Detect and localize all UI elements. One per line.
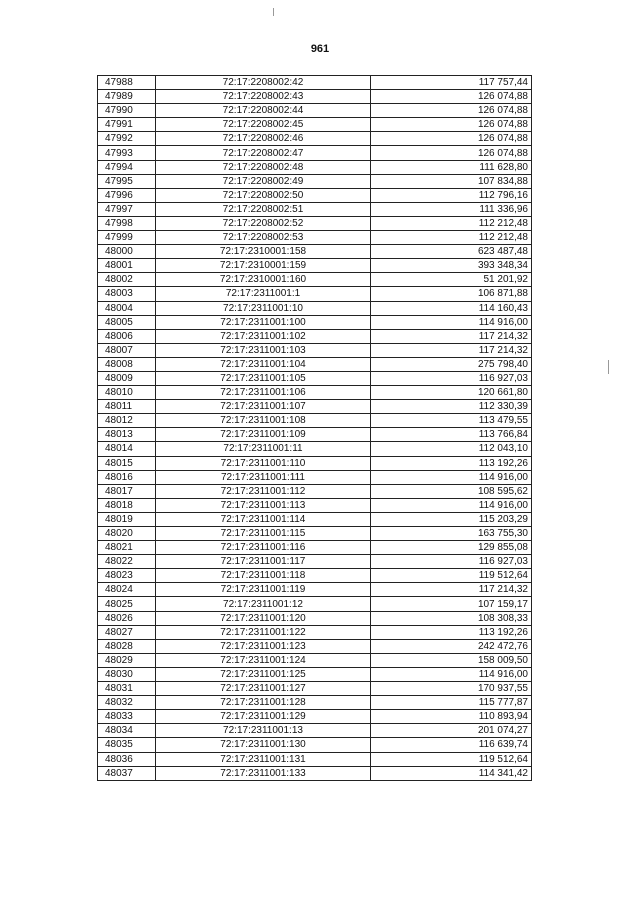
table-row <box>98 287 532 301</box>
value-cell: 110 893,94 <box>371 710 532 724</box>
row-number-cell: 48001 <box>98 259 156 273</box>
cadastral-number-cell: 72:17:2208002:49 <box>156 174 371 188</box>
table-row <box>98 442 532 456</box>
row-number-cell: 47997 <box>98 202 156 216</box>
row-number-cell: 48000 <box>98 245 156 259</box>
row-number-cell: 48030 <box>98 667 156 681</box>
table-row <box>98 90 532 104</box>
cadastral-number-cell: 72:17:2311001:127 <box>156 682 371 696</box>
table-row <box>98 428 532 442</box>
cadastral-number-cell: 72:17:2311001:128 <box>156 696 371 710</box>
table-row <box>98 400 532 414</box>
cadastral-number-cell: 72:17:2311001:113 <box>156 498 371 512</box>
row-number-cell: 48009 <box>98 371 156 385</box>
row-number-cell: 47995 <box>98 174 156 188</box>
row-number-cell: 48007 <box>98 343 156 357</box>
row-number-cell: 47998 <box>98 216 156 230</box>
row-number-cell: 47994 <box>98 160 156 174</box>
value-cell: 119 512,64 <box>371 752 532 766</box>
row-number-cell: 48035 <box>98 738 156 752</box>
cadastral-number-cell: 72:17:2311001:1 <box>156 287 371 301</box>
cadastral-number-cell: 72:17:2311001:110 <box>156 456 371 470</box>
cadastral-number-cell: 72:17:2208002:53 <box>156 231 371 245</box>
cadastral-number-cell: 72:17:2311001:105 <box>156 371 371 385</box>
value-cell: 111 628,80 <box>371 160 532 174</box>
cadastral-number-cell: 72:17:2311001:103 <box>156 343 371 357</box>
value-cell: 393 348,34 <box>371 259 532 273</box>
row-number-cell: 48006 <box>98 329 156 343</box>
table-row <box>98 470 532 484</box>
row-number-cell: 48014 <box>98 442 156 456</box>
cadastral-number-cell: 72:17:2311001:108 <box>156 414 371 428</box>
table-row <box>98 583 532 597</box>
table-row <box>98 682 532 696</box>
value-cell: 117 214,32 <box>371 583 532 597</box>
row-number-cell: 48010 <box>98 386 156 400</box>
value-cell: 126 074,88 <box>371 146 532 160</box>
cadastral-number-cell: 72:17:2310001:160 <box>156 273 371 287</box>
row-number-cell: 48024 <box>98 583 156 597</box>
cadastral-number-cell: 72:17:2208002:52 <box>156 216 371 230</box>
value-cell: 114 916,00 <box>371 470 532 484</box>
table-row <box>98 188 532 202</box>
row-number-cell: 48013 <box>98 428 156 442</box>
table-row <box>98 301 532 315</box>
cadastral-number-cell: 72:17:2208002:46 <box>156 132 371 146</box>
value-cell: 129 855,08 <box>371 541 532 555</box>
cadastral-number-cell: 72:17:2208002:51 <box>156 202 371 216</box>
table-row <box>98 484 532 498</box>
row-number-cell: 48034 <box>98 724 156 738</box>
cadastral-table-container <box>97 75 532 781</box>
row-number-cell: 48036 <box>98 752 156 766</box>
cadastral-number-cell: 72:17:2311001:107 <box>156 400 371 414</box>
row-number-cell: 47996 <box>98 188 156 202</box>
cadastral-number-cell: 72:17:2208002:47 <box>156 146 371 160</box>
row-number-cell: 48003 <box>98 287 156 301</box>
table-row <box>98 315 532 329</box>
value-cell: 201 074,27 <box>371 724 532 738</box>
table-row <box>98 555 532 569</box>
value-cell: 111 336,96 <box>371 202 532 216</box>
table-row <box>98 766 532 780</box>
cadastral-number-cell: 72:17:2208002:44 <box>156 104 371 118</box>
table-row <box>98 738 532 752</box>
cadastral-number-cell: 72:17:2311001:116 <box>156 541 371 555</box>
cadastral-number-cell: 72:17:2311001:109 <box>156 428 371 442</box>
cadastral-number-cell: 72:17:2311001:129 <box>156 710 371 724</box>
value-cell: 112 043,10 <box>371 442 532 456</box>
value-cell: 113 479,55 <box>371 414 532 428</box>
value-cell: 115 203,29 <box>371 512 532 526</box>
row-number-cell: 48032 <box>98 696 156 710</box>
value-cell: 112 212,48 <box>371 216 532 230</box>
cadastral-number-cell: 72:17:2311001:124 <box>156 653 371 667</box>
table-row <box>98 329 532 343</box>
value-cell: 158 009,50 <box>371 653 532 667</box>
row-number-cell: 48023 <box>98 569 156 583</box>
table-row <box>98 174 532 188</box>
value-cell: 113 766,84 <box>371 428 532 442</box>
table-row <box>98 231 532 245</box>
table-row <box>98 752 532 766</box>
cadastral-number-cell: 72:17:2310001:158 <box>156 245 371 259</box>
row-number-cell: 48018 <box>98 498 156 512</box>
cadastral-number-cell: 72:17:2311001:133 <box>156 766 371 780</box>
cadastral-number-cell: 72:17:2311001:123 <box>156 639 371 653</box>
cadastral-number-cell: 72:17:2208002:43 <box>156 90 371 104</box>
table-row <box>98 653 532 667</box>
value-cell: 113 192,26 <box>371 625 532 639</box>
table-row <box>98 132 532 146</box>
cadastral-number-cell: 72:17:2311001:13 <box>156 724 371 738</box>
row-number-cell: 48020 <box>98 527 156 541</box>
row-number-cell: 48012 <box>98 414 156 428</box>
table-row <box>98 696 532 710</box>
row-number-cell: 48002 <box>98 273 156 287</box>
cadastral-number-cell: 72:17:2311001:100 <box>156 315 371 329</box>
value-cell: 126 074,88 <box>371 90 532 104</box>
table-row <box>98 76 532 90</box>
value-cell: 106 871,88 <box>371 287 532 301</box>
cadastral-number-cell: 72:17:2311001:120 <box>156 611 371 625</box>
value-cell: 114 341,42 <box>371 766 532 780</box>
row-number-cell: 48016 <box>98 470 156 484</box>
cadastral-number-cell: 72:17:2311001:102 <box>156 329 371 343</box>
value-cell: 242 472,76 <box>371 639 532 653</box>
value-cell: 115 777,87 <box>371 696 532 710</box>
table-row <box>98 104 532 118</box>
table-row <box>98 456 532 470</box>
table-row <box>98 541 532 555</box>
value-cell: 117 214,32 <box>371 329 532 343</box>
row-number-cell: 47989 <box>98 90 156 104</box>
cadastral-number-cell: 72:17:2208002:42 <box>156 76 371 90</box>
row-number-cell: 48033 <box>98 710 156 724</box>
table-row <box>98 498 532 512</box>
value-cell: 119 512,64 <box>371 569 532 583</box>
table-row <box>98 724 532 738</box>
table-row <box>98 371 532 385</box>
table-row <box>98 639 532 653</box>
row-number-cell: 48025 <box>98 597 156 611</box>
value-cell: 275 798,40 <box>371 357 532 371</box>
table-row <box>98 202 532 216</box>
table-row <box>98 611 532 625</box>
page-number: 961 <box>310 43 330 55</box>
row-number-cell: 48026 <box>98 611 156 625</box>
table-row <box>98 414 532 428</box>
value-cell: 126 074,88 <box>371 118 532 132</box>
value-cell: 116 927,03 <box>371 555 532 569</box>
table-row <box>98 216 532 230</box>
value-cell: 116 639,74 <box>371 738 532 752</box>
cadastral-number-cell: 72:17:2311001:104 <box>156 357 371 371</box>
cadastral-number-cell: 72:17:2311001:111 <box>156 470 371 484</box>
table-row <box>98 259 532 273</box>
value-cell: 107 834,88 <box>371 174 532 188</box>
value-cell: 112 330,39 <box>371 400 532 414</box>
row-number-cell: 48022 <box>98 555 156 569</box>
row-number-cell: 47992 <box>98 132 156 146</box>
value-cell: 126 074,88 <box>371 104 532 118</box>
table-row <box>98 512 532 526</box>
table-row <box>98 245 532 259</box>
cadastral-number-cell: 72:17:2311001:10 <box>156 301 371 315</box>
value-cell: 112 796,16 <box>371 188 532 202</box>
cadastral-number-cell: 72:17:2311001:122 <box>156 625 371 639</box>
row-number-cell: 48027 <box>98 625 156 639</box>
value-cell: 117 757,44 <box>371 76 532 90</box>
value-cell: 120 661,80 <box>371 386 532 400</box>
value-cell: 107 159,17 <box>371 597 532 611</box>
cadastral-number-cell: 72:17:2208002:45 <box>156 118 371 132</box>
table-row <box>98 273 532 287</box>
value-cell: 114 160,43 <box>371 301 532 315</box>
value-cell: 117 214,32 <box>371 343 532 357</box>
row-number-cell: 48031 <box>98 682 156 696</box>
cadastral-number-cell: 72:17:2311001:130 <box>156 738 371 752</box>
value-cell: 51 201,92 <box>371 273 532 287</box>
row-number-cell: 48017 <box>98 484 156 498</box>
row-number-cell: 47999 <box>98 231 156 245</box>
cadastral-number-cell: 72:17:2311001:118 <box>156 569 371 583</box>
cadastral-number-cell: 72:17:2311001:11 <box>156 442 371 456</box>
row-number-cell: 48037 <box>98 766 156 780</box>
row-number-cell: 48005 <box>98 315 156 329</box>
cadastral-number-cell: 72:17:2311001:131 <box>156 752 371 766</box>
row-number-cell: 48011 <box>98 400 156 414</box>
cadastral-number-cell: 72:17:2311001:115 <box>156 527 371 541</box>
cadastral-number-cell: 72:17:2311001:114 <box>156 512 371 526</box>
value-cell: 114 916,00 <box>371 667 532 681</box>
row-number-cell: 48021 <box>98 541 156 555</box>
table-row <box>98 667 532 681</box>
row-number-cell: 48028 <box>98 639 156 653</box>
table-row <box>98 357 532 371</box>
table-row <box>98 597 532 611</box>
cadastral-number-cell: 72:17:2311001:119 <box>156 583 371 597</box>
table-row <box>98 160 532 174</box>
row-number-cell: 47988 <box>98 76 156 90</box>
table-row <box>98 343 532 357</box>
row-number-cell: 48019 <box>98 512 156 526</box>
table-row <box>98 625 532 639</box>
cadastral-number-cell: 72:17:2311001:125 <box>156 667 371 681</box>
cadastral-number-cell: 72:17:2310001:159 <box>156 259 371 273</box>
row-number-cell: 47991 <box>98 118 156 132</box>
table-row <box>98 118 532 132</box>
value-cell: 163 755,30 <box>371 527 532 541</box>
row-number-cell: 48015 <box>98 456 156 470</box>
row-number-cell: 47990 <box>98 104 156 118</box>
scan-mark <box>608 360 609 374</box>
table-row <box>98 569 532 583</box>
cadastral-number-cell: 72:17:2311001:117 <box>156 555 371 569</box>
value-cell: 112 212,48 <box>371 231 532 245</box>
cadastral-number-cell: 72:17:2208002:48 <box>156 160 371 174</box>
value-cell: 114 916,00 <box>371 498 532 512</box>
value-cell: 170 937,55 <box>371 682 532 696</box>
table-row <box>98 527 532 541</box>
cadastral-number-cell: 72:17:2311001:112 <box>156 484 371 498</box>
row-number-cell: 48004 <box>98 301 156 315</box>
value-cell: 116 927,03 <box>371 371 532 385</box>
value-cell: 113 192,26 <box>371 456 532 470</box>
value-cell: 114 916,00 <box>371 315 532 329</box>
row-number-cell: 48008 <box>98 357 156 371</box>
table-row <box>98 710 532 724</box>
value-cell: 108 595,62 <box>371 484 532 498</box>
table-row <box>98 386 532 400</box>
scan-mark <box>273 8 274 16</box>
cadastral-table <box>97 75 532 781</box>
cadastral-number-cell: 72:17:2311001:12 <box>156 597 371 611</box>
value-cell: 126 074,88 <box>371 132 532 146</box>
row-number-cell: 47993 <box>98 146 156 160</box>
cadastral-number-cell: 72:17:2208002:50 <box>156 188 371 202</box>
row-number-cell: 48029 <box>98 653 156 667</box>
value-cell: 623 487,48 <box>371 245 532 259</box>
value-cell: 108 308,33 <box>371 611 532 625</box>
table-body <box>98 76 532 781</box>
table-row <box>98 146 532 160</box>
cadastral-number-cell: 72:17:2311001:106 <box>156 386 371 400</box>
